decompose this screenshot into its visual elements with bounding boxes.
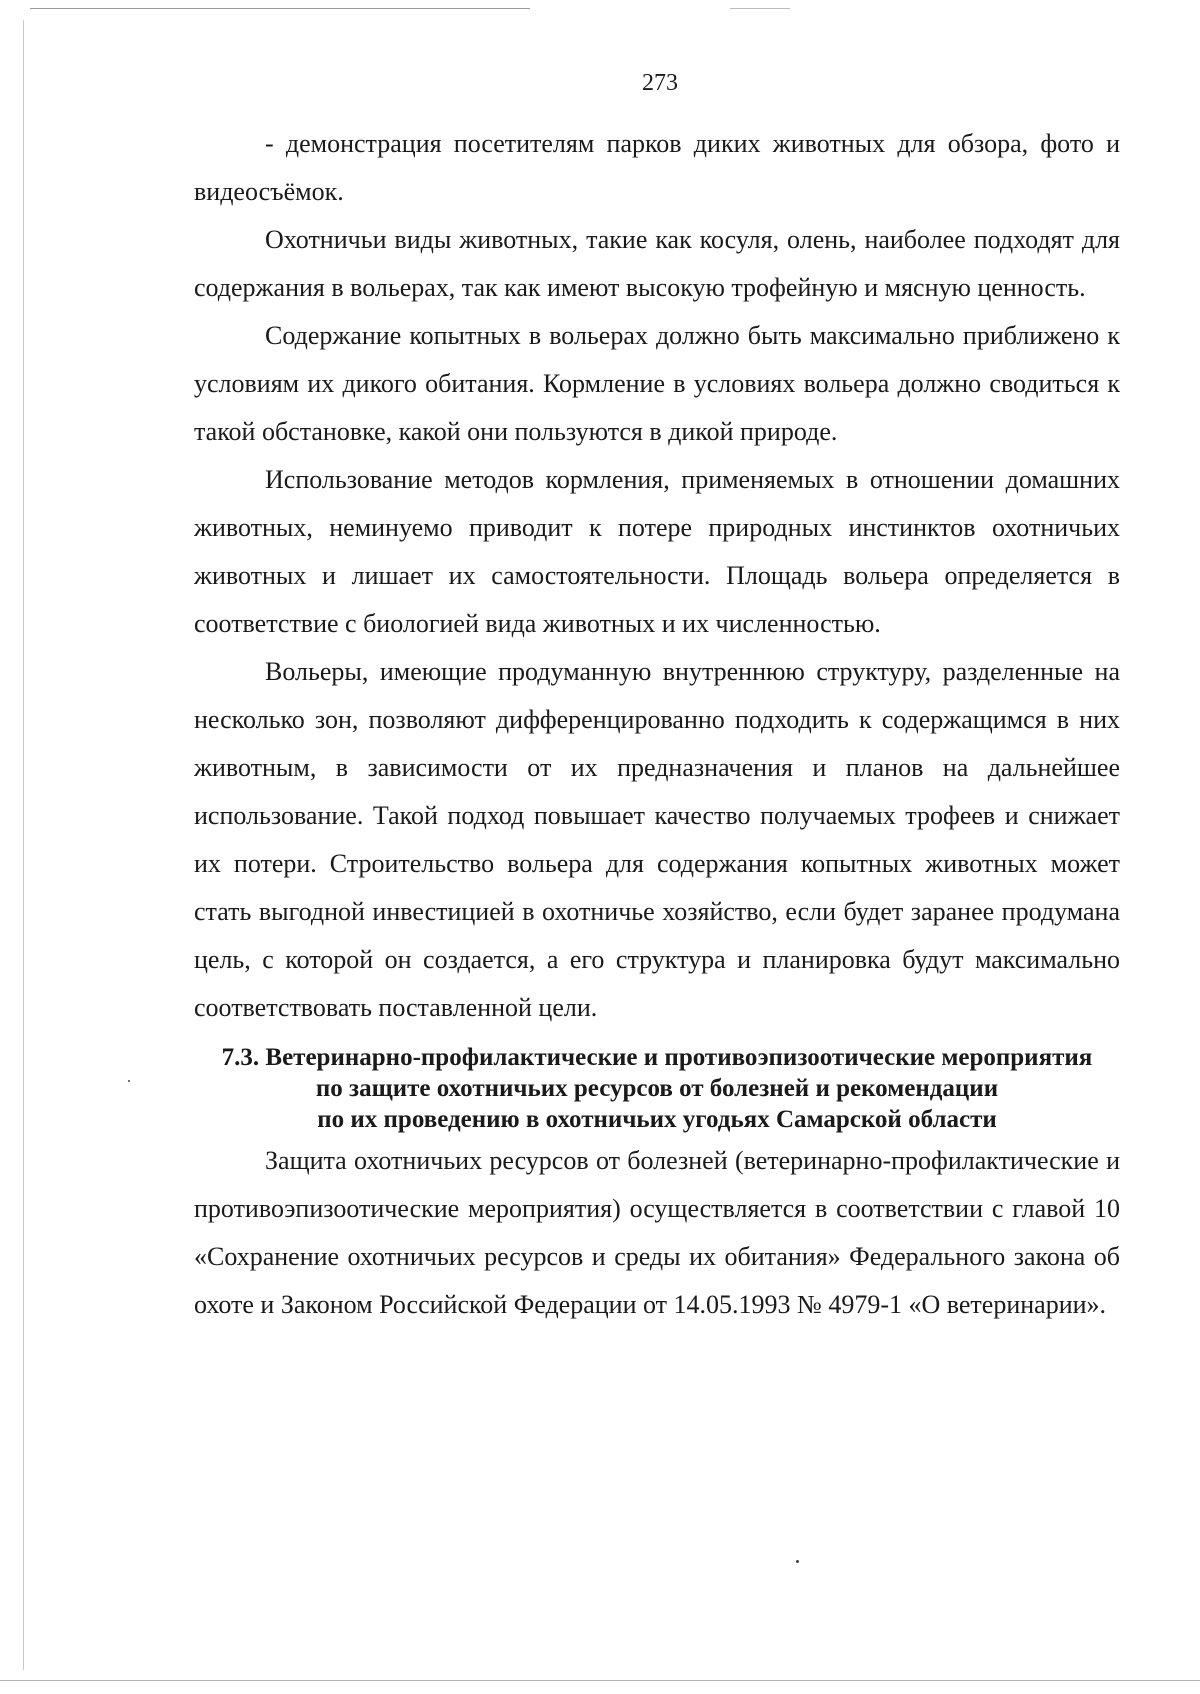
document-body (194, 120, 1120, 1329)
scan-top-line (730, 8, 790, 9)
scan-speck (128, 1080, 130, 1082)
scan-top-line (30, 8, 530, 9)
section-heading-line: 7.3. Ветеринарно-профилактические и противоэпизоотические мероприятия (221, 1044, 1093, 1071)
section-heading-line: по их проведению в охотничьих угодьях Самарской области (317, 1106, 997, 1133)
paragraph: Защита охотничьих ресурсов от болезней (ветеринарно-профилактические и противоэпизоотические мероприятия) осуществляется в соответствии с главой 10 «Сохранение охотничьих ресурсов и среды их обитания» Федерального закона об охоте и Законом Российской Федерации от 14.05.1993 № 4979-1 «О ветеринарии». (194, 1146, 1120, 1319)
scan-bottom-line (0, 1680, 1200, 1681)
paragraph: Содержание копытных в вольерах должно быть максимально приближено к условиям их дикого обитания. Кормление в условиях вольера должно сводиться к такой обстановке, какой они пользуются в дикой природе. (194, 321, 1120, 446)
paragraph: Использование методов кормления, применяемых в отношении домашних животных, неминуемо приводит к потере природных инстинктов охотничьих животных и лишает их самостоятельности. Площадь вольера определяется в соответствие с биологией вида животных и их численностью. (194, 465, 1120, 638)
paragraph: Вольеры, имеющие продуманную внутреннюю структуру, разделенные на несколько зон, позволяют дифференцированно подходить к содержащимся в них животным, в зависимости от их предназначения и планов на дальнейшее использование. Такой подход повышает качество получаемых трофеев и снижает их потери. Строительство вольера для содержания копытных животных может стать выгодной инвестицией в охотничье хозяйство, если будет заранее продумана цель, с которой он создается, а его структура и планировка будут максимально соответствовать поставленной цели. (194, 657, 1120, 1022)
page-number: 273 (642, 70, 678, 96)
paragraph: Охотничьи виды животных, такие как косуля, олень, наиболее подходят для содержания в вольерах, так как имеют высокую трофейную и мясную ценность. (194, 225, 1120, 302)
scan-speck (796, 1560, 799, 1563)
section-heading-line: по защите охотничьих ресурсов от болезней и рекомендации (315, 1075, 999, 1102)
section-heading (194, 1042, 1120, 1135)
paragraph: - демонстрация посетителям парков диких животных для обзора, фото и видеосъёмок. (194, 129, 1120, 206)
scan-edge-line (23, 20, 24, 1670)
